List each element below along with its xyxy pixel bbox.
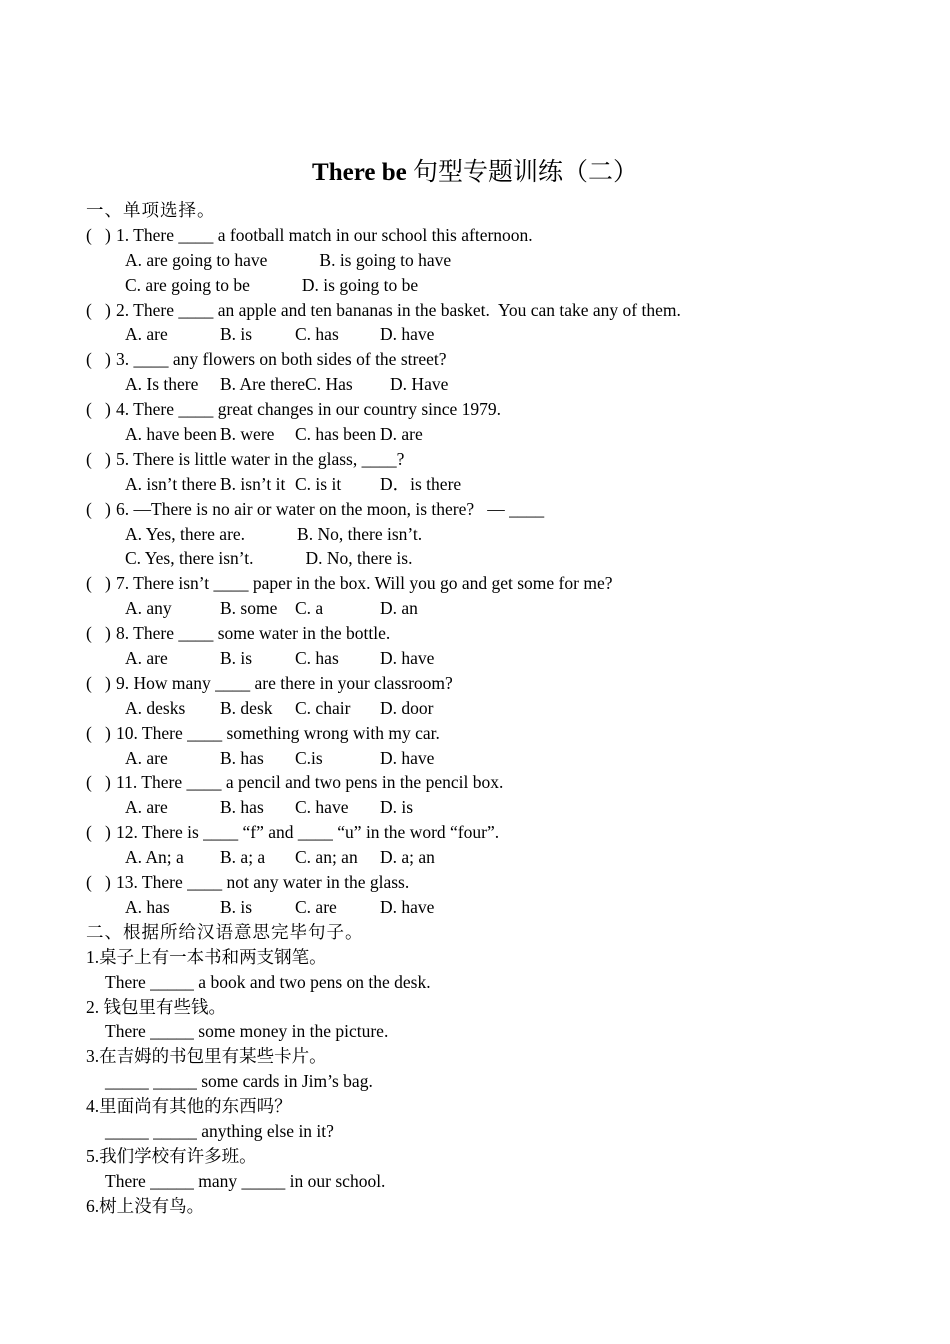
answer-blank-parentheses[interactable]: ( ) — [86, 672, 111, 693]
question-text: 4. There ____ great changes in our country since 1979. — [116, 399, 502, 420]
question-text: 7. There isn’t ____ paper in the box. Will you go and get some for me? — [116, 573, 613, 594]
answer-option[interactable]: D. an — [380, 598, 418, 619]
answer-option[interactable]: C. is it — [295, 473, 342, 494]
answer-option[interactable]: A. Yes, there are. — [125, 523, 246, 544]
answer-option[interactable]: A. desks — [125, 697, 186, 718]
question-stem — [86, 571, 906, 596]
question-stem — [86, 497, 906, 522]
translation-answer-line[interactable]: There _____ some money in the picture. — [105, 1021, 389, 1042]
options-row — [86, 472, 906, 497]
answer-option[interactable]: A. isn’t there — [125, 473, 217, 494]
answer-option[interactable]: B. Are there — [220, 374, 306, 395]
question-stem — [86, 770, 906, 795]
question-stem — [86, 621, 906, 646]
answer-option[interactable]: C. Yes, there isn’t. — [125, 548, 254, 569]
answer-option[interactable]: A. has — [125, 896, 170, 917]
question-stem — [86, 721, 906, 746]
translation-list — [86, 945, 906, 1219]
question-text: 5. There is little water in the glass, ____? — [116, 448, 405, 469]
options-row — [86, 522, 906, 547]
answer-blank-parentheses[interactable]: ( ) — [86, 224, 111, 245]
answer-option[interactable]: C. have — [295, 797, 349, 818]
question-text: 9. How many ____ are there in your classroom? — [116, 672, 453, 693]
answer-option[interactable]: D. is — [380, 797, 414, 818]
translation-answer-line[interactable]: _____ _____ anything else in it? — [105, 1120, 334, 1141]
question-stem — [86, 397, 906, 422]
translation-answer-line[interactable]: _____ _____ some cards in Jim’s bag. — [105, 1071, 373, 1092]
answer-option[interactable]: A. have been — [125, 424, 217, 445]
title-chinese: 句型专题训练（二） — [412, 159, 638, 186]
answer-option[interactable]: C.is — [295, 747, 323, 768]
question-text: 1. There ____ a football match in our school this afternoon. — [116, 224, 533, 245]
answer-blank-parentheses[interactable]: ( ) — [86, 722, 111, 743]
options-row — [86, 322, 906, 347]
answer-option[interactable]: B. has — [220, 797, 264, 818]
question-stem — [86, 671, 906, 696]
answer-option[interactable]: C. a — [295, 598, 324, 619]
answer-blank-parentheses[interactable]: ( ) — [86, 872, 111, 893]
question-stem — [86, 447, 906, 472]
answer-option[interactable]: D．is there — [380, 473, 462, 494]
answer-option[interactable]: B. is — [220, 324, 253, 345]
answer-option[interactable]: D. Have — [390, 374, 449, 395]
translation-prompt: 3.在吉姆的书包里有某些卡片。 — [86, 1046, 327, 1067]
section1-heading: 一、单项选择。 — [86, 200, 216, 220]
answer-option[interactable]: D. have — [380, 896, 435, 917]
answer-option[interactable]: D. have — [380, 648, 435, 669]
answer-option[interactable]: C. Has — [305, 374, 353, 395]
section2-heading: 二、根据所给汉语意思完毕句子。 — [86, 921, 364, 942]
worksheet-content — [86, 198, 906, 1219]
answer-option[interactable]: B. No, there isn’t. — [297, 523, 423, 544]
answer-option[interactable]: D. a; an — [380, 847, 435, 868]
answer-option[interactable]: C. an; an — [295, 847, 358, 868]
translation-prompt: 6.树上没有鸟。 — [86, 1195, 205, 1216]
answer-option[interactable]: A. are — [125, 747, 168, 768]
answer-option[interactable]: A. are going to have — [125, 249, 268, 270]
answer-option[interactable]: D. door — [380, 697, 434, 718]
translation-prompt: 1.桌子上有一本书和两支钢笔。 — [86, 946, 327, 967]
answer-option[interactable]: C. has — [295, 324, 339, 345]
question-list — [86, 223, 906, 920]
question-stem — [86, 347, 906, 372]
answer-option[interactable]: A. Is there — [125, 374, 199, 395]
options-row — [86, 248, 906, 273]
title-english: There be — [312, 159, 407, 186]
options-row — [86, 795, 906, 820]
answer-blank-parentheses[interactable]: ( ) — [86, 573, 111, 594]
question-stem — [86, 820, 906, 845]
question-text: 11. There ____ a pencil and two pens in the pencil box. — [116, 772, 504, 793]
answer-option[interactable]: D. is going to be — [301, 274, 419, 295]
page-title — [0, 156, 950, 190]
answer-option[interactable]: B. desk — [220, 697, 273, 718]
answer-option[interactable]: D. have — [380, 747, 435, 768]
options-row — [86, 546, 906, 571]
question-text: 8. There ____ some water in the bottle. — [116, 623, 391, 644]
answer-option[interactable]: C. chair — [295, 697, 351, 718]
answer-option[interactable]: C. has — [295, 648, 339, 669]
question-text: 3. ____ any flowers on both sides of the street? — [116, 349, 447, 370]
answer-option[interactable]: C. has been — [295, 424, 377, 445]
options-row — [86, 895, 906, 920]
options-row — [86, 746, 906, 771]
options-row — [86, 845, 906, 870]
translation-prompt: 4.里面尚有其他的东西吗？ — [86, 1096, 292, 1117]
answer-option[interactable]: B. isn’t it — [220, 473, 286, 494]
answer-option[interactable]: D. No, there is. — [305, 548, 413, 569]
answer-blank-parentheses[interactable]: ( ) — [86, 623, 111, 644]
options-row — [86, 646, 906, 671]
answer-option[interactable]: A. are — [125, 324, 168, 345]
answer-option[interactable]: B. has — [220, 747, 264, 768]
answer-option[interactable]: B. is — [220, 648, 253, 669]
question-text: 2. There ____ an apple and ten bananas in the basket. You can take any of them. — [116, 299, 681, 320]
answer-blank-parentheses[interactable]: ( ) — [86, 822, 111, 843]
answer-option[interactable]: D. are — [380, 424, 423, 445]
translation-prompt: 2. 钱包里有些钱。 — [86, 996, 226, 1017]
answer-option[interactable]: B. is going to have — [319, 249, 452, 270]
answer-option[interactable]: A. are — [125, 797, 168, 818]
options-row — [86, 696, 906, 721]
question-text: 10. There ____ something wrong with my car. — [116, 722, 440, 743]
answer-blank-parentheses[interactable]: ( ) — [86, 399, 111, 420]
answer-blank-parentheses[interactable]: ( ) — [86, 448, 111, 469]
options-row — [86, 372, 906, 397]
options-row — [86, 422, 906, 447]
answer-blank-parentheses[interactable]: ( ) — [86, 299, 111, 320]
translation-answer-line[interactable]: There _____ many _____ in our school. — [105, 1170, 386, 1191]
answer-option[interactable]: A. are — [125, 648, 168, 669]
options-row — [86, 273, 906, 298]
answer-option[interactable]: B. some — [220, 598, 278, 619]
translation-answer-line[interactable]: There _____ a book and two pens on the desk. — [105, 971, 431, 992]
options-row — [86, 596, 906, 621]
question-stem — [86, 298, 906, 323]
answer-option[interactable]: C. are — [295, 896, 337, 917]
answer-blank-parentheses[interactable]: ( ) — [86, 349, 111, 370]
answer-option[interactable]: A. any — [125, 598, 172, 619]
answer-option[interactable]: C. are going to be — [125, 274, 250, 295]
question-text: 12. There is ____ “f” and ____ “u” in the word “four”. — [116, 822, 500, 843]
question-stem — [86, 870, 906, 895]
question-text: 6. —There is no air or water on the moon, is there? — ____ — [116, 498, 545, 519]
translation-prompt: 5.我们学校有许多班。 — [86, 1145, 257, 1166]
answer-option[interactable]: D. have — [380, 324, 435, 345]
answer-option[interactable]: B. were — [220, 424, 275, 445]
answer-option[interactable]: A. An; a — [125, 847, 184, 868]
answer-blank-parentheses[interactable]: ( ) — [86, 498, 111, 519]
answer-option[interactable]: B. is — [220, 896, 253, 917]
question-text: 13. There ____ not any water in the glass. — [116, 872, 410, 893]
question-stem — [86, 223, 906, 248]
answer-option[interactable]: B. a; a — [220, 847, 266, 868]
answer-blank-parentheses[interactable]: ( ) — [86, 772, 111, 793]
